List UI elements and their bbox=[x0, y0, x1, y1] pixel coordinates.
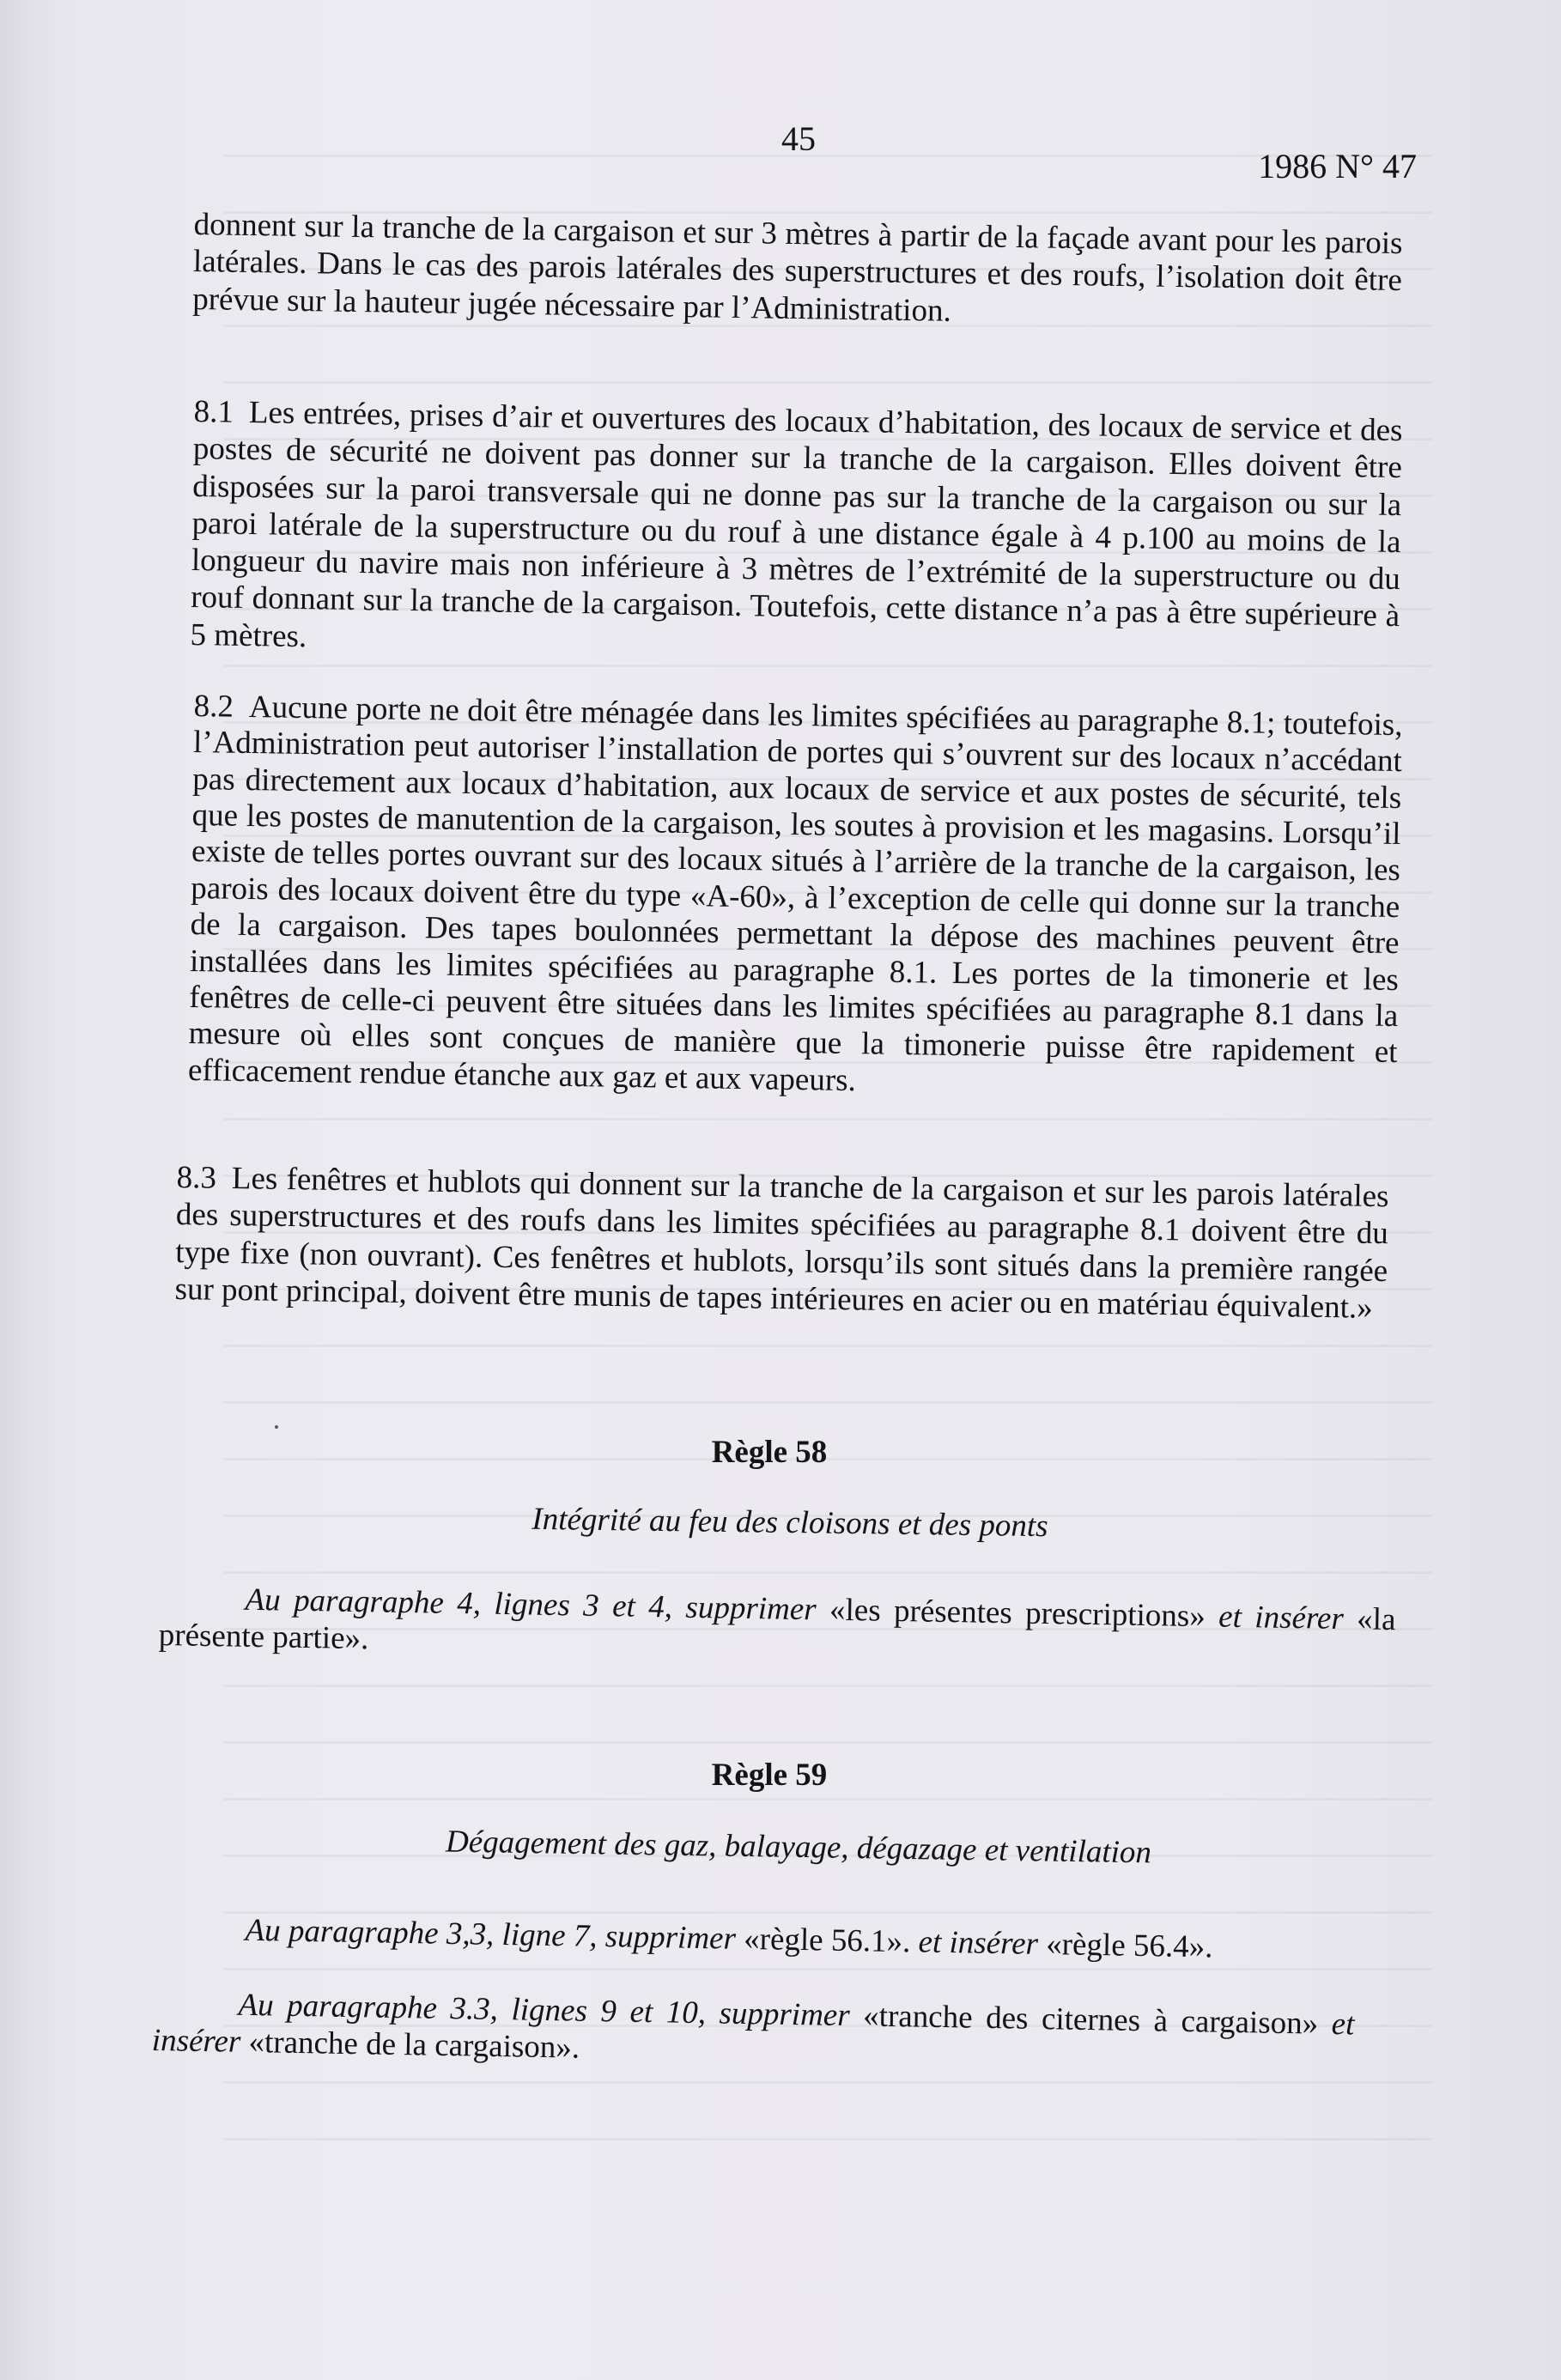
page-number: 45 bbox=[781, 119, 816, 158]
rule-58-heading: Règle 58 bbox=[711, 1435, 828, 1470]
amendment-deleted-text: «tranche des citernes à cargaison» bbox=[862, 1998, 1319, 2042]
amendment-instruction: et insérer bbox=[1218, 1599, 1345, 1637]
amendment-inserted-text: «tranche de la cargaison». bbox=[248, 2025, 580, 2066]
paragraph-intro-text: donnent sur la tranche de la cargaison et sur 3 mètres à partir de la façade avant pour les parois latérales. Dans le cas des parois latérales des superstructures et des roufs, l’isolation doit être prévue sur la hauteur jugée nécessaire par l’Administration. bbox=[191, 206, 1403, 329]
paragraph-number: 8.3 bbox=[176, 1159, 217, 1196]
paragraph-8-3 bbox=[174, 1159, 1389, 1327]
amendment-inserted-text: «la présente partie». bbox=[158, 1601, 1396, 1657]
paragraph-intro bbox=[192, 206, 1403, 337]
rule-59-heading: Règle 59 bbox=[711, 1758, 828, 1793]
paragraph-number: 8.1 bbox=[193, 393, 234, 430]
rule-58-subtitle: Intégrité au feu des cloisons et des ponts bbox=[531, 1501, 1048, 1545]
amendment-instruction: et insérer bbox=[151, 2006, 1355, 2061]
paragraph-text: Aucune porte ne doit être ménagée dans les limites spécifiées au paragraphe 8.1; toutefois, l’Administration peut autoriser l’installation de portes qui s’ouvrent sur des locaux n’accédant pas directement aux locaux d’habitation, aux locaux de service et aux postes de sécurité, tels que les postes de manutention de la cargaison, les soutes à provision et les magasins. Lorsqu’il existe de telles portes ouvrant sur des locaux situés à l’arrière de la tranche de la cargaison, les parois des locaux doivent être du type «A-60», à l’exception de celle qui donne sur la tranche de la cargaison. Des tapes boulonnées permettant la dépose des machines peuvent être installées dans les limites spécifiées au paragraphe 8.1. Les portes de la timonerie et les fenêtres de celle-ci peuvent être situées dans les limites spécifiées au paragraphe 8.1 dans la mesure où elles sont conçues de manière que la timonerie puisse être rapidement et efficacement rendue étanche aux gaz et aux vapeurs. bbox=[187, 689, 1403, 1098]
amendment-instruction: Au paragraphe 3,3, ligne 7, supprimer bbox=[245, 1912, 737, 1957]
rule-59-amendment-b bbox=[151, 1985, 1354, 2080]
amendment-inserted-text: «règle 56.4». bbox=[1045, 1927, 1213, 1965]
print-speck bbox=[275, 1425, 278, 1429]
paragraph-number: 8.2 bbox=[193, 689, 234, 725]
rule-59-amendment-a bbox=[159, 1910, 1396, 1969]
amendment-instruction: et insérer bbox=[918, 1924, 1039, 1962]
paragraph-text: Les entrées, prises d’air et ouvertures des locaux d’habitation, des locaux de service et des postes de sécurité ne doivent pas donner sur la tranche de la cargaison. Elles doivent être disposées sur la paroi transversale qui ne donne pas sur la tranche de la cargaison ou sur la paroi latérale de la superstructure ou du rouf à une distance égale à 4 p.100 au moins de la longueur du navire mais non inférieure à 3 mètres de l’extrémité de la superstructure ou du rouf donnant sur la tranche de la cargaison. Toutefois, cette distance n’a pas à être supérieure à 5 mètres. bbox=[190, 395, 1403, 654]
rule-58-amendment bbox=[158, 1580, 1395, 1676]
amendment-deleted-text: «les présentes prescriptions» bbox=[829, 1592, 1206, 1635]
amendment-instruction: Au paragraphe 3.3, lignes 9 et 10, supprimer bbox=[238, 1987, 851, 2034]
paragraph-text: Les fenêtres et hublots qui donnent sur la tranche de la cargaison et sur les parois latérales des superstructures et des roufs dans les limites spécifiées au paragraphe 8.1 doivent être du type fixe (non ouvrant). Ces fenêtres et hublots, lorsqu’ils sont situés dans la première rangée sur pont principal, doivent être munis de tapes intérieures en acier ou en matériau équivalent.» bbox=[174, 1161, 1389, 1326]
amendment-deleted-text: «règle 56.1». bbox=[743, 1921, 911, 1960]
amendment-instruction: Au paragraphe 4, lignes 3 et 4, supprimer bbox=[245, 1582, 817, 1628]
document-reference: 1986 N° 47 bbox=[1258, 147, 1417, 185]
paragraph-8-2 bbox=[188, 689, 1403, 1108]
paragraph-8-1 bbox=[190, 393, 1403, 672]
rule-59-subtitle: Dégagement des gaz, balayage, dégazage et ventilation bbox=[445, 1824, 1152, 1871]
